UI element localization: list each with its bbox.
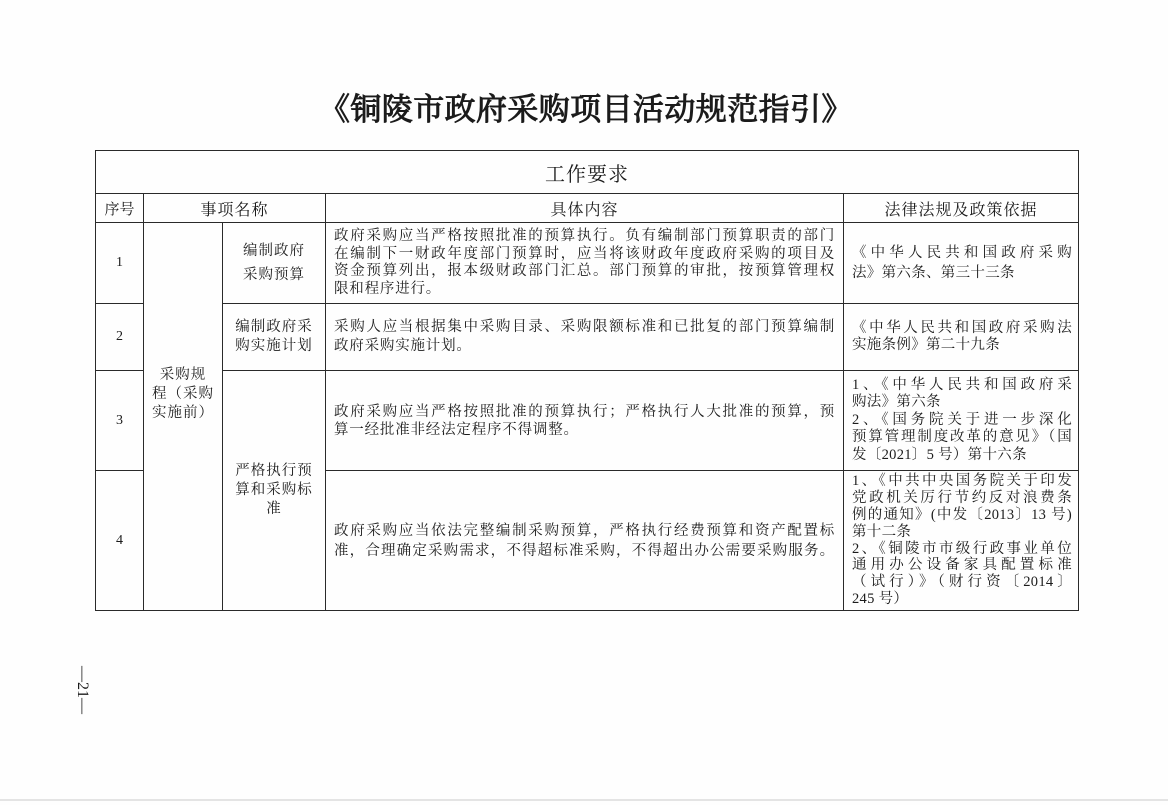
basis-line: 例的通知》(中发〔2013〕13 号) <box>852 506 1072 523</box>
header-content: 具体内容 <box>326 194 844 223</box>
basis-cell <box>844 471 1079 611</box>
content-line: 准，合理确定采购需求，不得超标准采购，不得超出办公需要采购服务。 <box>334 542 835 559</box>
content-line: 资金预算列出，报本级财政部门汇总。部门预算的审批，按预算管理权 <box>334 263 835 279</box>
basis-line: 《中华人民共和国政府采购法 <box>852 320 1072 336</box>
requirements-table <box>95 150 1079 611</box>
basis-line: 法》第六条、第三十三条 <box>852 265 1015 281</box>
basis-line: 发〔2021〕5 号）第十六条 <box>852 446 1027 463</box>
table-caption-row <box>96 151 1079 194</box>
document-title: 《铜陵市政府采购项目活动规范指引》 <box>319 92 853 128</box>
page-number: —21— <box>74 666 91 714</box>
basis-line: 1、《中共中央国务院关于印发 <box>852 473 1072 490</box>
content-line: 限和程序进行。 <box>334 280 442 297</box>
basis-cell <box>844 304 1079 371</box>
row-index: 3 <box>96 371 144 471</box>
basis-line: 245 号） <box>852 590 909 607</box>
scan-edge <box>0 799 1168 801</box>
basis-cell <box>844 223 1079 304</box>
table-caption: 工作要求 <box>96 151 1079 194</box>
item-name-cell <box>223 371 326 611</box>
row-index: 2 <box>96 304 144 371</box>
stage-line: 程（采购 <box>152 386 214 402</box>
content-cell <box>326 304 844 371</box>
item-name-line: 购实施计划 <box>235 338 313 354</box>
basis-line: 购法》第六条 <box>852 394 941 411</box>
content-line: 政府采购实施计划。 <box>334 338 472 354</box>
content-line: 算一经批准非经法定程序不得调整。 <box>334 421 579 438</box>
content-line: 采购人应当根据集中采购目录、采购限额标准和已批复的部门预算编制 <box>334 319 835 335</box>
basis-line: （试行）》（财行资〔2014〕 <box>852 574 1072 591</box>
basis-line: 通用办公设备家具配置标准 <box>852 557 1072 574</box>
table-header-row <box>96 194 1079 223</box>
header-basis: 法律法规及政策依据 <box>844 194 1079 223</box>
basis-line: 实施条例》第二十九条 <box>852 337 1000 353</box>
item-name-cell <box>223 304 326 371</box>
content-cell <box>326 371 844 471</box>
content-cell <box>326 471 844 611</box>
content-line: 政府采购应当依法完整编制采购预算，严格执行经费预算和资产配置标 <box>334 522 835 539</box>
item-name-line: 准 <box>266 501 282 517</box>
stage-cell <box>144 223 223 611</box>
basis-line: 党政机关厉行节约反对浪费条 <box>852 490 1072 507</box>
basis-line: 1、《中华人民共和国政府采 <box>852 376 1072 393</box>
stage-line: 采购规 <box>159 367 207 383</box>
item-name-line: 采购预算 <box>243 267 305 283</box>
row-index: 4 <box>96 471 144 611</box>
table-row <box>96 304 1079 371</box>
item-name-line: 算和采购标 <box>235 482 313 498</box>
item-name-line: 编制政府采 <box>235 319 313 335</box>
basis-line: 《中华人民共和国政府采购 <box>852 245 1072 261</box>
stage-line: 实施前） <box>152 405 214 421</box>
item-name-line: 编制政府 <box>243 243 305 259</box>
content-line: 在编制下一财政年度部门预算时，应当将该财政年度政府采购的项目及 <box>334 245 835 262</box>
content-line: 政府采购应当严格按照批准的预算执行；严格执行人大批准的预算，预 <box>334 403 835 420</box>
table-row <box>96 223 1079 304</box>
basis-line: 2、《铜陵市市级行政事业单位 <box>852 540 1072 557</box>
content-cell <box>326 223 844 304</box>
content-line: 政府采购应当严格按照批准的预算执行。负有编制部门预算职责的部门 <box>334 228 835 244</box>
item-name-cell <box>223 223 326 304</box>
basis-line: 第十二条 <box>852 523 912 540</box>
item-name-line: 严格执行预 <box>235 463 313 479</box>
row-index: 1 <box>96 223 144 304</box>
basis-cell <box>844 371 1079 471</box>
basis-line: 预算管理制度改革的意见》（国 <box>852 429 1072 446</box>
header-item-name: 事项名称 <box>144 194 326 223</box>
header-index: 序号 <box>96 194 144 223</box>
basis-line: 2、《国务院关于进一步深化 <box>852 411 1072 428</box>
table-row <box>96 371 1079 471</box>
